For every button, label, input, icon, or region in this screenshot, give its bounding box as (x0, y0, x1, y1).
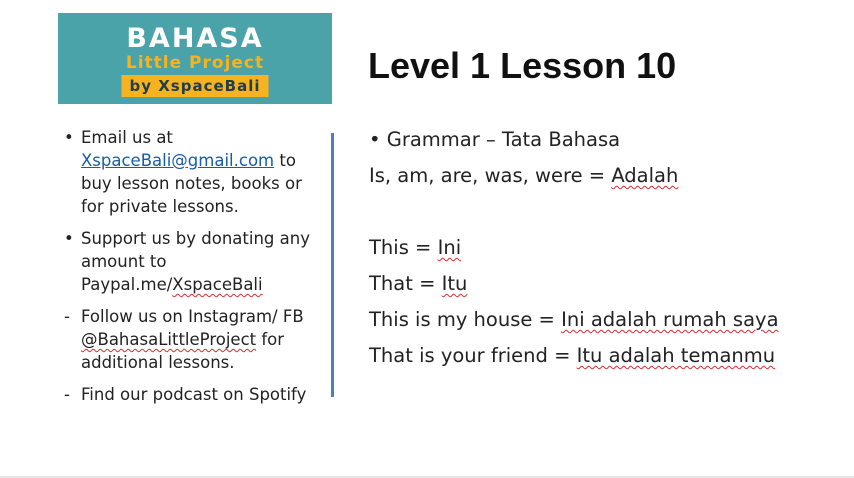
bullet-marker: • (369, 128, 381, 151)
dash-marker: - (64, 307, 70, 326)
grammar-content (369, 127, 839, 379)
grammar-indonesian: Ini (437, 236, 462, 259)
grammar-line (369, 271, 839, 307)
info-list (64, 126, 326, 415)
logo-subtitle: Little Project (125, 53, 265, 73)
podcast-text: Find our podcast on Spotify (81, 385, 307, 404)
grammar-english: This is my house = (369, 308, 562, 331)
grammar-heading-text: Grammar – Tata Bahasa (386, 128, 621, 151)
bullet-marker: • (64, 128, 74, 147)
logo-byline: by XspaceBali (122, 75, 269, 97)
grammar-heading (369, 127, 839, 163)
grammar-english: This = (369, 236, 438, 259)
grammar-indonesian: Adalah (611, 164, 679, 187)
social-handle: @BahasaLittleProject (81, 330, 257, 349)
spacer (369, 199, 839, 235)
list-item-email (64, 126, 326, 218)
grammar-english: Is, am, are, was, were = (369, 164, 612, 187)
logo-title: BAHASA (126, 23, 264, 54)
email-text-pre: Email us at (81, 128, 173, 147)
grammar-english: That is your friend = (369, 344, 577, 367)
grammar-indonesian: Ini adalah rumah saya (561, 308, 779, 331)
dash-marker: - (64, 385, 70, 404)
bullet-marker: • (64, 229, 74, 248)
grammar-indonesian: Itu adalah temanmu (576, 344, 776, 367)
grammar-line (369, 163, 839, 199)
paypal-handle: XspaceBali (172, 275, 263, 294)
grammar-line (369, 235, 839, 271)
lesson-title: Level 1 Lesson 10 (368, 45, 677, 86)
grammar-line (369, 307, 839, 343)
follow-text-pre: Follow us on Instagram/ FB (81, 307, 304, 326)
grammar-line (369, 343, 839, 379)
email-link[interactable]: XspaceBali@gmail.com (81, 151, 275, 170)
email-text-post: to buy lesson notes, books or for private lessons. (81, 151, 302, 216)
column-divider (331, 133, 334, 397)
follow-text-post: for additional lessons. (81, 330, 285, 372)
list-item-donate (64, 227, 326, 296)
list-item-podcast (64, 383, 326, 406)
donate-text-pre: Support us by donating any amount to Paypal.me/ (81, 229, 310, 294)
brand-logo (58, 13, 332, 104)
grammar-english: That = (369, 272, 442, 295)
grammar-indonesian: Itu (441, 272, 468, 295)
list-item-follow (64, 305, 326, 374)
